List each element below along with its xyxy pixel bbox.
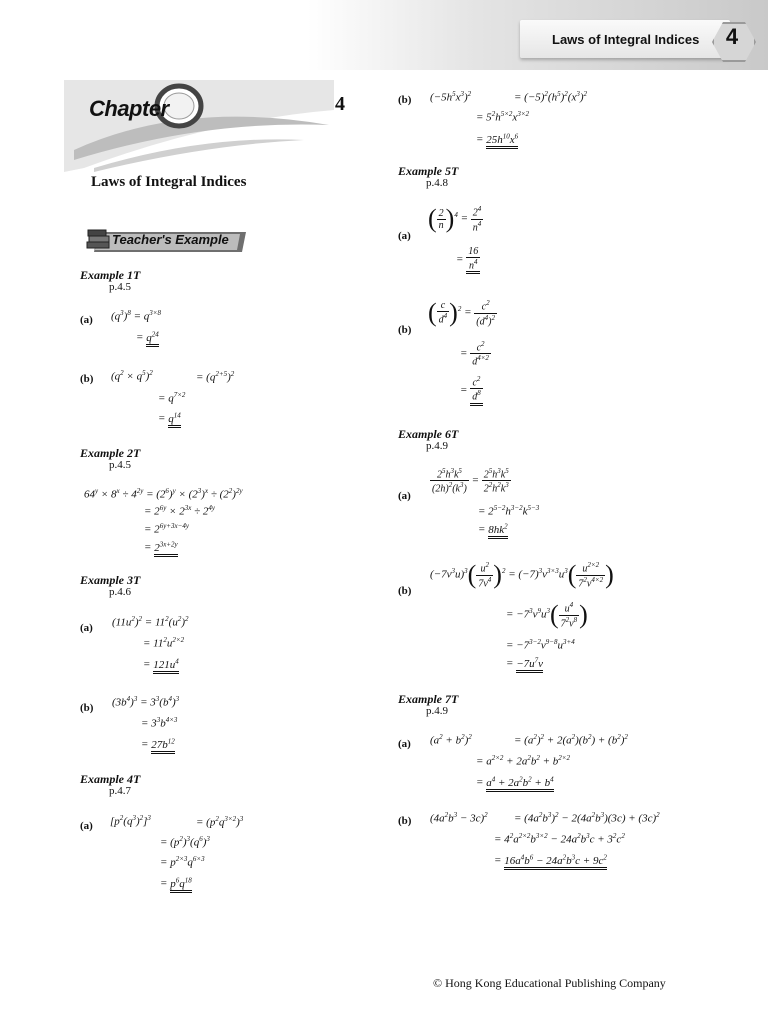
math-line: = $25h^{10}x^6$ <box>476 132 518 146</box>
math-line: $(q^2 \times q^5)^2$ <box>111 369 153 383</box>
math-line: $(q^3)^8 = q^{3\times 8}$ <box>111 309 162 323</box>
part-b-label: (b) <box>80 373 94 385</box>
math-line: = $2^{6y} \times 2^{3x} \div 2^{4y}$ <box>144 504 215 518</box>
math-line: $(-7v^3u)^3$( $\frac{u^2}{7v^4}$ )$^2 = (-7)^3v^{3\times 3}u^3$( $\frac{u^{2\times 2}}{7^2v^{4\times 2}}$ ) <box>430 560 614 589</box>
math-line: = $-7^{3-2}v^{9-8}u^{3+4}$ <box>506 638 575 652</box>
math-line: $64^y \times 8^x \div 4^{2y} = (2^6)^y \times (2^3)^x \div (2^2)^{2y}$ <box>84 487 243 501</box>
footer-copyright: © Hong Kong Educational Publishing Company <box>433 976 666 990</box>
example-7t-heading: Example 7T <box>398 692 459 706</box>
book-stack-icon <box>84 226 112 254</box>
part-a-label: (a) <box>398 490 411 502</box>
math-line: = $(4a^2b^3)^2 - 2(4a^2b^3)(3c) + (3c)^2$ <box>514 811 660 825</box>
part-a-label: (a) <box>80 622 93 634</box>
example-5t-page: p.4.8 <box>426 177 448 189</box>
math-line: = $(p^2q^{3\times 2})^3$ <box>196 815 244 829</box>
example-1t-heading: Example 1T <box>80 268 141 282</box>
math-line: $\frac{2^5h^3k^5}{(2h)^2(k^3)}$ = $\frac{2^5h^3k^5}{2^2h^2k^3}$ <box>432 467 509 495</box>
header-chapter-number: 4 <box>725 24 739 49</box>
math-line: = $5^2h^{5\times 2}x^{3\times 2}$ <box>476 110 530 124</box>
math-line: = $p^6q^{18}$ <box>160 876 192 890</box>
math-line: = $2^{3x+2y}$ <box>144 540 178 554</box>
math-line: = $(q^{2+5})^2$ <box>196 370 235 384</box>
example-6t-heading: Example 6T <box>398 427 459 441</box>
part-b-label: (b) <box>398 94 412 106</box>
math-line: = $11^2u^{2\times 2}$ <box>143 636 185 650</box>
math-line: $(-5h^5x^3)^2$ <box>430 90 472 104</box>
math-line: = $27b^{12}$ <box>141 737 175 751</box>
example-4t-page: p.4.7 <box>109 785 131 797</box>
math-line: $[p^2(q^3)^2]^3$ <box>110 814 151 828</box>
math-line: = $q^{14}$ <box>158 411 181 425</box>
math-line: = $-7^3v^9u^3$( $\frac{u^4}{7^2v^8}$ ) <box>506 600 588 629</box>
header-title: Laws of Integral Indices <box>552 32 700 47</box>
math-line: = $3^3b^{4\times 3}$ <box>141 716 178 730</box>
math-line: ( $\frac{2}{n}$ )$^4$ = $\frac{2^4}{n^4}$ <box>428 204 482 233</box>
example-5t-heading: Example 5T <box>398 164 459 178</box>
chapter-title: Laws of Integral Indices <box>91 174 247 190</box>
math-line: = $a^{2\times 2} + 2a^2b^2 + b^{2\times 2}$ <box>476 754 571 768</box>
example-6t-page: p.4.9 <box>426 440 448 452</box>
teachers-example-label: Teacher's Example <box>112 232 229 247</box>
part-b-label: (b) <box>398 324 412 336</box>
example-1t-page: p.4.5 <box>109 281 131 293</box>
part-a-label: (a) <box>80 314 93 326</box>
math-line: = $(p^2)^3(q^6)^3$ <box>160 835 210 849</box>
example-3t-page: p.4.6 <box>109 586 131 598</box>
math-line: = $a^4 + 2a^2b^2 + b^4$ <box>476 775 554 789</box>
math-line: = $\frac{c^2}{d^{4\times 2}}$ <box>460 340 489 368</box>
example-7t-page: p.4.9 <box>426 705 448 717</box>
math-line: = $q^{24}$ <box>136 330 159 344</box>
example-4t-heading: Example 4T <box>80 772 141 786</box>
chapter-word: Chapter <box>89 96 169 121</box>
example-2t-page: p.4.5 <box>109 459 131 471</box>
math-line: = $2^{5-2}h^{3-2}k^{5-3}$ <box>478 504 540 518</box>
math-line: = $(a^2)^2 + 2(a^2)(b^2) + (b^2)^2$ <box>514 733 628 747</box>
part-b-label: (b) <box>80 702 94 714</box>
math-line: = $p^{2\times 3}q^{6\times 3}$ <box>160 855 205 869</box>
math-line: = $8hk^2$ <box>478 522 508 536</box>
math-line: $(11u^2)^2 = 11^2(u^2)^2$ <box>112 615 189 629</box>
math-line: $(3b^4)^3 = 3^3(b^4)^3$ <box>112 695 180 709</box>
part-b-label: (b) <box>398 585 412 597</box>
part-a-label: (a) <box>398 230 411 242</box>
math-line: = $4^2a^{2\times 2}b^{3\times 2} - 24a^2b^3c + 3^2c^2$ <box>494 832 625 846</box>
math-line: = $(-5)^2(h^5)^2(x^3)^2$ <box>514 90 587 104</box>
example-2t-heading: Example 2T <box>80 446 141 460</box>
math-line: = $\frac{16}{n^4}$ <box>456 246 480 274</box>
math-line: = $q^{7\times 2}$ <box>158 391 186 405</box>
math-line: = $2^{6y+3x-4y}$ <box>144 522 189 536</box>
part-a-label: (a) <box>398 738 411 750</box>
math-line: = $16a^4b^6 - 24a^2b^3c + 9c^2$ <box>494 853 607 867</box>
math-line: = $121u^4$ <box>143 657 179 671</box>
part-b-label: (b) <box>398 815 412 827</box>
math-line: = $-7u^7v$ <box>506 656 543 670</box>
math-line: $(a^2 + b^2)^2$ <box>430 733 472 747</box>
example-3t-heading: Example 3T <box>80 573 141 587</box>
math-line: ( $\frac{c}{d^4}$ )$^2$ = $\frac{c^2}{(d^4)^2}$ <box>428 298 495 327</box>
math-line: $(4a^2b^3 - 3c)^2$ <box>430 811 488 825</box>
math-line: = $\frac{c^2}{d^8}$ <box>460 375 483 406</box>
part-a-label: (a) <box>80 820 93 832</box>
chapter-number: 4 <box>335 93 345 115</box>
